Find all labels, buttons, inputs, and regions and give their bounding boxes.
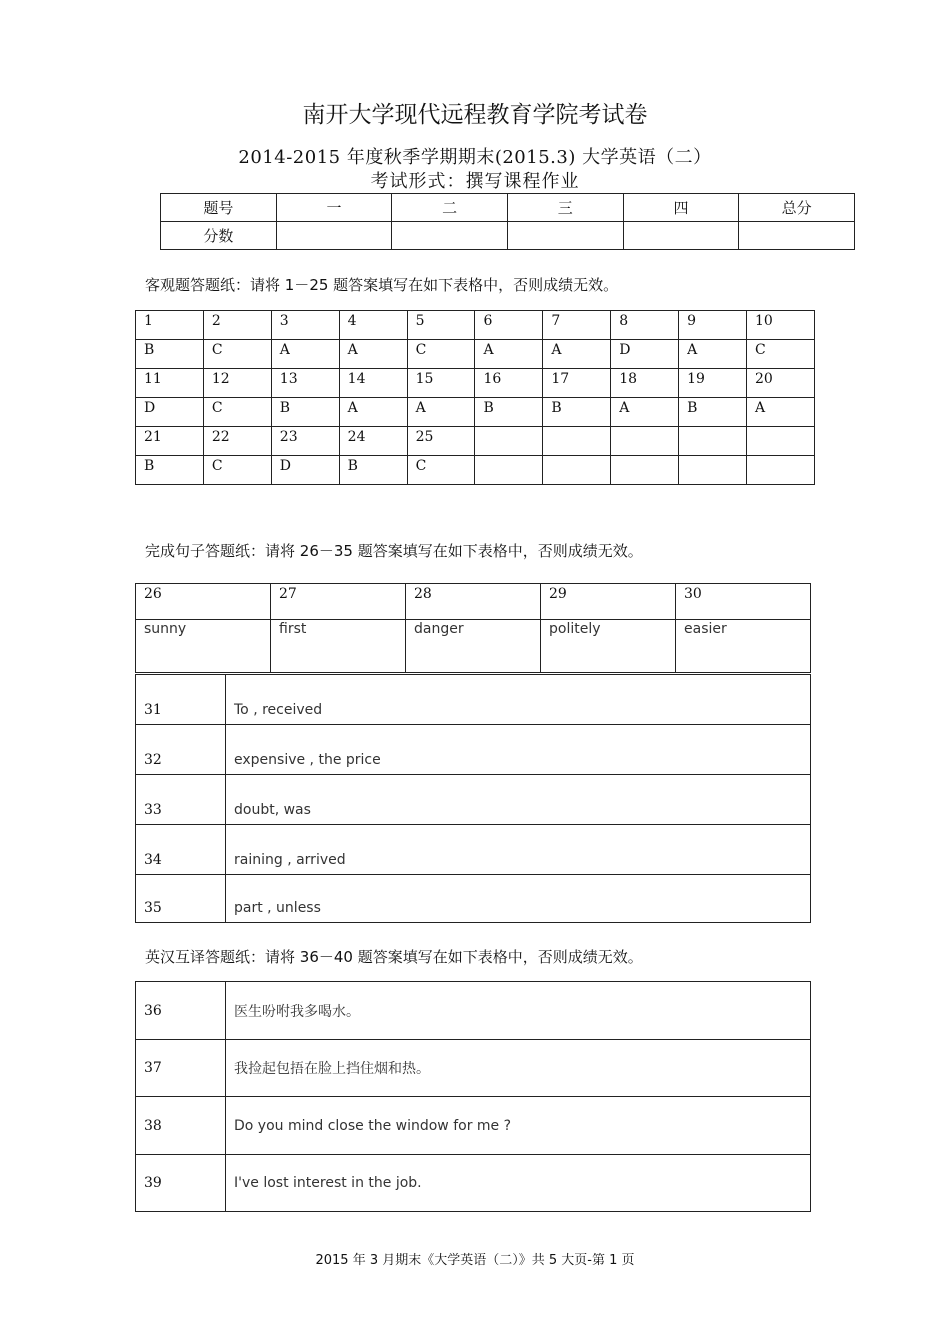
table-cell: D [271, 456, 339, 485]
table-row [136, 982, 811, 1040]
table-cell: 33 [136, 775, 226, 825]
table-cell: A [407, 398, 475, 427]
table-row [136, 584, 811, 620]
table-cell: 15 [407, 369, 475, 398]
table-row [136, 340, 815, 369]
score-cell: 题号 [161, 194, 277, 222]
score-input-cell[interactable] [623, 222, 739, 250]
table-cell: B [339, 456, 407, 485]
score-cell: 二 [392, 194, 508, 222]
table-cell: 4 [339, 311, 407, 340]
score-input-cell[interactable] [739, 222, 855, 250]
score-header-row [161, 194, 855, 222]
table-cell: 16 [475, 369, 543, 398]
table-cell: A [339, 340, 407, 369]
table-cell: 21 [136, 427, 204, 456]
table-cell: 27 [271, 584, 406, 620]
table-cell: 35 [136, 875, 226, 923]
table-cell: easier [676, 620, 811, 673]
table-cell: C [407, 456, 475, 485]
table-cell: C [747, 340, 815, 369]
table-cell: raining , arrived [226, 825, 811, 875]
table-cell: A [543, 340, 611, 369]
table-cell [747, 456, 815, 485]
table-row [136, 775, 811, 825]
translation-table [135, 981, 811, 1212]
score-value-row [161, 222, 855, 250]
table-cell: 18 [611, 369, 679, 398]
table-cell: A [339, 398, 407, 427]
table-cell: To , received [226, 675, 811, 725]
table-row [136, 1155, 811, 1212]
table-cell: 24 [339, 427, 407, 456]
table-row [136, 620, 811, 673]
table-cell: 29 [541, 584, 676, 620]
section3-instruction: 英汉互译答题纸：请将 36－40 题答案填写在如下表格中，否则成绩无效。 [145, 948, 643, 966]
table-cell: 32 [136, 725, 226, 775]
table-cell: 医生吩咐我多喝水。 [226, 982, 811, 1040]
table-row [136, 369, 815, 398]
table-cell [611, 456, 679, 485]
table-cell: 13 [271, 369, 339, 398]
table-cell: B [136, 340, 204, 369]
table-cell: 10 [747, 311, 815, 340]
table-cell [611, 427, 679, 456]
table-cell: C [203, 340, 271, 369]
table-row [136, 1097, 811, 1155]
table-cell: 3 [271, 311, 339, 340]
table-cell: D [136, 398, 204, 427]
table-row [136, 427, 815, 456]
table-cell [475, 427, 543, 456]
table-cell: 36 [136, 982, 226, 1040]
table-cell: A [611, 398, 679, 427]
table-row [136, 1040, 811, 1097]
table-cell: sunny [136, 620, 271, 673]
table-cell: 23 [271, 427, 339, 456]
table-cell: D [611, 340, 679, 369]
table-cell: 5 [407, 311, 475, 340]
score-cell: 四 [623, 194, 739, 222]
table-cell: 19 [679, 369, 747, 398]
table-row [136, 725, 811, 775]
table-cell: 28 [406, 584, 541, 620]
table-cell: 11 [136, 369, 204, 398]
table-cell: 8 [611, 311, 679, 340]
exam-format: 考试形式：撰写课程作业 [370, 171, 580, 192]
score-cell: 分数 [161, 222, 277, 250]
table-row [136, 875, 811, 923]
page-title: 南开大学现代远程教育学院考试卷 [302, 102, 648, 128]
score-table [160, 193, 855, 250]
table-cell: B [543, 398, 611, 427]
score-cell: 总分 [739, 194, 855, 222]
table-cell: Do you mind close the window for me ? [226, 1097, 811, 1155]
table-cell: 6 [475, 311, 543, 340]
table-cell: B [679, 398, 747, 427]
table-cell: 12 [203, 369, 271, 398]
table-cell: politely [541, 620, 676, 673]
table-cell: C [203, 398, 271, 427]
table-cell: part , unless [226, 875, 811, 923]
table-cell: 22 [203, 427, 271, 456]
table-cell: A [679, 340, 747, 369]
table-cell: 38 [136, 1097, 226, 1155]
table-row [136, 311, 815, 340]
score-input-cell[interactable] [507, 222, 623, 250]
score-cell: 一 [276, 194, 392, 222]
table-cell: A [475, 340, 543, 369]
page-footer: 2015 年 3 月期末《大学英语（二）》共 5 大页-第 1 页 [315, 1253, 635, 1268]
table-cell: 30 [676, 584, 811, 620]
table-cell: 2 [203, 311, 271, 340]
score-input-cell[interactable] [392, 222, 508, 250]
table-cell: first [271, 620, 406, 673]
table-cell: 39 [136, 1155, 226, 1212]
table-cell: 37 [136, 1040, 226, 1097]
sentence-row-table [135, 674, 811, 923]
table-cell: C [203, 456, 271, 485]
table-cell: 31 [136, 675, 226, 725]
table-cell: danger [406, 620, 541, 673]
table-cell: B [136, 456, 204, 485]
table-cell [543, 427, 611, 456]
table-cell: A [271, 340, 339, 369]
section1-instruction: 客观题答题纸：请将 1－25 题答案填写在如下表格中，否则成绩无效。 [145, 276, 619, 294]
table-cell: A [747, 398, 815, 427]
table-cell: 7 [543, 311, 611, 340]
score-input-cell[interactable] [276, 222, 392, 250]
table-cell: 26 [136, 584, 271, 620]
sentence-answer-table [135, 583, 811, 673]
table-row [136, 825, 811, 875]
table-cell: 14 [339, 369, 407, 398]
table-cell: 25 [407, 427, 475, 456]
table-cell: 我捡起包捂在脸上挡住烟和热。 [226, 1040, 811, 1097]
table-row [136, 456, 815, 485]
table-cell: 20 [747, 369, 815, 398]
objective-answer-table [135, 310, 815, 485]
table-cell: 1 [136, 311, 204, 340]
section2-instruction: 完成句子答题纸：请将 26－35 题答案填写在如下表格中，否则成绩无效。 [145, 542, 643, 560]
table-cell [679, 427, 747, 456]
table-cell [543, 456, 611, 485]
exam-subtitle: 2014-2015 年度秋季学期期末(2015.3) 大学英语（二） [238, 147, 712, 168]
table-cell: I've lost interest in the job. [226, 1155, 811, 1212]
table-cell: 9 [679, 311, 747, 340]
table-cell [475, 456, 543, 485]
table-cell: expensive , the price [226, 725, 811, 775]
table-cell: 34 [136, 825, 226, 875]
table-cell: C [407, 340, 475, 369]
score-cell: 三 [507, 194, 623, 222]
table-cell: 17 [543, 369, 611, 398]
table-cell [679, 456, 747, 485]
table-cell: doubt, was [226, 775, 811, 825]
table-row [136, 398, 815, 427]
table-cell [747, 427, 815, 456]
table-cell: B [271, 398, 339, 427]
table-cell: B [475, 398, 543, 427]
table-row [136, 675, 811, 725]
